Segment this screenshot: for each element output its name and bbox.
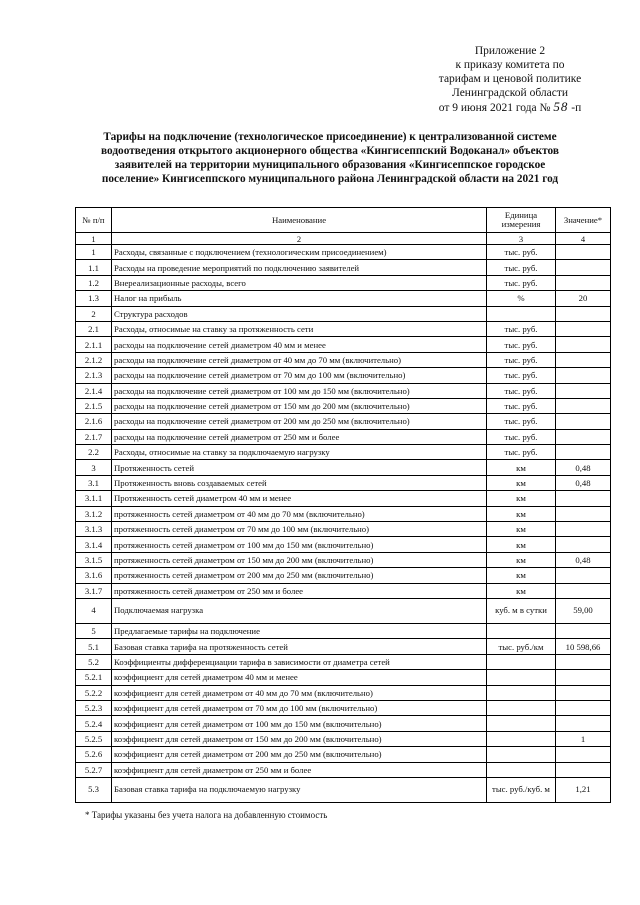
row-name: расходы на подключение сетей диаметром от 200 мм до 250 мм (включительно) bbox=[112, 414, 487, 429]
row-unit bbox=[487, 716, 556, 731]
row-name: коэффициент для сетей диаметром от 70 мм до 100 мм (включительно) bbox=[112, 700, 487, 715]
row-name: Налог на прибыль bbox=[112, 291, 487, 306]
row-unit: км bbox=[487, 460, 556, 475]
table-row bbox=[76, 475, 611, 490]
header-value: Значение* bbox=[556, 208, 611, 233]
row-value bbox=[556, 445, 611, 460]
row-name: протяженность сетей диаметром от 70 мм до 100 мм (включительно) bbox=[112, 522, 487, 537]
table-row bbox=[76, 368, 611, 383]
table-row bbox=[76, 506, 611, 521]
row-value bbox=[556, 337, 611, 352]
row-name: Предлагаемые тарифы на подключение bbox=[112, 623, 487, 638]
header-unit: Единица измерения bbox=[487, 208, 556, 233]
row-value bbox=[556, 537, 611, 552]
row-value bbox=[556, 321, 611, 336]
row-name: коэффициент для сетей диаметром от 100 мм до 150 мм (включительно) bbox=[112, 716, 487, 731]
table-row bbox=[76, 583, 611, 598]
row-unit: % bbox=[487, 291, 556, 306]
row-value bbox=[556, 716, 611, 731]
row-number: 3 bbox=[76, 460, 112, 475]
table-row bbox=[76, 383, 611, 398]
row-number: 2.2 bbox=[76, 445, 112, 460]
order-date-suffix: -п bbox=[571, 102, 582, 114]
row-value bbox=[556, 260, 611, 275]
row-value bbox=[556, 275, 611, 290]
index-cell: 1 bbox=[76, 233, 112, 245]
order-number-handwritten: 58 bbox=[553, 99, 569, 114]
row-number: 4 bbox=[76, 598, 112, 623]
title-line: Тарифы на подключение (технологическое присоединение) к централизованной системе bbox=[103, 131, 557, 143]
row-unit: км bbox=[487, 583, 556, 598]
row-unit: тыс. руб./куб. м bbox=[487, 777, 556, 802]
row-value bbox=[556, 368, 611, 383]
table-row bbox=[76, 700, 611, 715]
row-name: Базовая ставка тарифа на подключаемую нагрузку bbox=[112, 777, 487, 802]
row-number: 2.1.5 bbox=[76, 398, 112, 413]
row-unit: куб. м в сутки bbox=[487, 598, 556, 623]
header-num: № п/п bbox=[76, 208, 112, 233]
table-row bbox=[76, 522, 611, 537]
tariff-table bbox=[75, 207, 611, 803]
row-name: Расходы на проведение мероприятий по подключению заявителей bbox=[112, 260, 487, 275]
row-value bbox=[556, 414, 611, 429]
row-unit bbox=[487, 731, 556, 746]
row-number: 5.1 bbox=[76, 639, 112, 654]
table-row bbox=[76, 337, 611, 352]
row-unit: км bbox=[487, 568, 556, 583]
table-row bbox=[76, 306, 611, 321]
table-row bbox=[76, 670, 611, 685]
row-value: 0,48 bbox=[556, 475, 611, 490]
row-unit: км bbox=[487, 522, 556, 537]
table-body bbox=[76, 245, 611, 803]
row-unit bbox=[487, 685, 556, 700]
row-value: 59,00 bbox=[556, 598, 611, 623]
row-name: Подключаемая нагрузка bbox=[112, 598, 487, 623]
row-value: 1 bbox=[556, 731, 611, 746]
row-unit: км bbox=[487, 537, 556, 552]
table-row bbox=[76, 639, 611, 654]
row-value bbox=[556, 623, 611, 638]
row-number: 1 bbox=[76, 245, 112, 260]
table-row bbox=[76, 598, 611, 623]
table-row bbox=[76, 537, 611, 552]
row-name: Протяженность сетей диаметром 40 мм и менее bbox=[112, 491, 487, 506]
row-number: 2.1.2 bbox=[76, 352, 112, 367]
row-unit bbox=[487, 306, 556, 321]
row-number: 5.2.3 bbox=[76, 700, 112, 715]
row-unit: тыс. руб. bbox=[487, 383, 556, 398]
row-unit: км bbox=[487, 491, 556, 506]
row-unit: км bbox=[487, 475, 556, 490]
table-row bbox=[76, 568, 611, 583]
row-value bbox=[556, 352, 611, 367]
index-cell: 2 bbox=[112, 233, 487, 245]
row-value bbox=[556, 654, 611, 669]
table-row bbox=[76, 491, 611, 506]
row-value bbox=[556, 429, 611, 444]
row-name: Расходы, связанные с подключением (технологическим присоединением) bbox=[112, 245, 487, 260]
table-row bbox=[76, 429, 611, 444]
index-cell: 4 bbox=[556, 233, 611, 245]
row-unit bbox=[487, 654, 556, 669]
row-name: протяженность сетей диаметром от 100 мм до 150 мм (включительно) bbox=[112, 537, 487, 552]
row-number: 5.2.7 bbox=[76, 762, 112, 777]
row-number: 2.1.1 bbox=[76, 337, 112, 352]
table-row bbox=[76, 552, 611, 567]
table-index-row bbox=[76, 233, 611, 245]
row-name: коэффициент для сетей диаметром 40 мм и менее bbox=[112, 670, 487, 685]
row-value: 10 598,66 bbox=[556, 639, 611, 654]
row-unit: тыс. руб./км bbox=[487, 639, 556, 654]
row-number: 1.2 bbox=[76, 275, 112, 290]
appendix-region: Ленинградской области bbox=[451, 87, 569, 99]
appendix-number: Приложение 2 bbox=[474, 45, 546, 57]
row-number: 2.1 bbox=[76, 321, 112, 336]
appendix-committee: тарифам и ценовой политике bbox=[438, 73, 582, 85]
row-unit: тыс. руб. bbox=[487, 445, 556, 460]
row-unit: тыс. руб. bbox=[487, 414, 556, 429]
table-row bbox=[76, 716, 611, 731]
row-number: 5.2.2 bbox=[76, 685, 112, 700]
row-unit bbox=[487, 747, 556, 762]
row-unit: тыс. руб. bbox=[487, 321, 556, 336]
row-number: 1.1 bbox=[76, 260, 112, 275]
row-number: 2.1.4 bbox=[76, 383, 112, 398]
row-number: 3.1.5 bbox=[76, 552, 112, 567]
row-value bbox=[556, 685, 611, 700]
row-unit bbox=[487, 623, 556, 638]
row-name: Структура расходов bbox=[112, 306, 487, 321]
row-value: 20 bbox=[556, 291, 611, 306]
table-row bbox=[76, 291, 611, 306]
title-line: заявителей на территории муниципального образования «Кингисеппское городское bbox=[114, 159, 546, 171]
appendix-order-date bbox=[400, 100, 620, 115]
row-value bbox=[556, 245, 611, 260]
header-name: Наименование bbox=[112, 208, 487, 233]
table-row bbox=[76, 352, 611, 367]
row-name: коэффициент для сетей диаметром от 40 мм до 70 мм (включительно) bbox=[112, 685, 487, 700]
row-number: 3.1.7 bbox=[76, 583, 112, 598]
row-unit: тыс. руб. bbox=[487, 260, 556, 275]
row-number: 5.2.6 bbox=[76, 747, 112, 762]
table-row bbox=[76, 260, 611, 275]
row-name: расходы на подключение сетей диаметром 40 мм и менее bbox=[112, 337, 487, 352]
row-number: 5.2.5 bbox=[76, 731, 112, 746]
row-name: расходы на подключение сетей диаметром от 150 мм до 200 мм (включительно) bbox=[112, 398, 487, 413]
row-value bbox=[556, 522, 611, 537]
row-number: 5.2.1 bbox=[76, 670, 112, 685]
row-value bbox=[556, 568, 611, 583]
table-row bbox=[76, 460, 611, 475]
row-name: расходы на подключение сетей диаметром от 100 мм до 150 мм (включительно) bbox=[112, 383, 487, 398]
row-name: протяженность сетей диаметром от 200 мм до 250 мм (включительно) bbox=[112, 568, 487, 583]
table-row bbox=[76, 398, 611, 413]
row-value bbox=[556, 700, 611, 715]
row-value bbox=[556, 506, 611, 521]
row-number: 3.1.2 bbox=[76, 506, 112, 521]
row-number: 2.1.7 bbox=[76, 429, 112, 444]
row-name: протяженность сетей диаметром от 40 мм до 70 мм (включительно) bbox=[112, 506, 487, 521]
table-row bbox=[76, 623, 611, 638]
row-number: 3.1.1 bbox=[76, 491, 112, 506]
title-line: водоотведения открытого акционерного общества «Кингисеппский Водоканал» объектов bbox=[101, 145, 559, 157]
row-name: Коэффициенты дифференциации тарифа в зависимости от диаметра сетей bbox=[112, 654, 487, 669]
row-number: 3.1.3 bbox=[76, 522, 112, 537]
row-value: 1,21 bbox=[556, 777, 611, 802]
table-row bbox=[76, 685, 611, 700]
row-name: расходы на подключение сетей диаметром от 70 мм до 100 мм (включительно) bbox=[112, 368, 487, 383]
row-number: 1.3 bbox=[76, 291, 112, 306]
appendix-header bbox=[400, 44, 620, 115]
row-value bbox=[556, 670, 611, 685]
row-unit bbox=[487, 762, 556, 777]
row-name: протяженность сетей диаметром от 250 мм и более bbox=[112, 583, 487, 598]
row-value bbox=[556, 306, 611, 321]
row-number: 5.3 bbox=[76, 777, 112, 802]
table-row bbox=[76, 321, 611, 336]
row-name: коэффициент для сетей диаметром от 250 мм и более bbox=[112, 762, 487, 777]
row-name: расходы на подключение сетей диаметром от 40 мм до 70 мм (включительно) bbox=[112, 352, 487, 367]
row-number: 5.2 bbox=[76, 654, 112, 669]
row-name: протяженность сетей диаметром от 150 мм до 200 мм (включительно) bbox=[112, 552, 487, 567]
row-unit: тыс. руб. bbox=[487, 368, 556, 383]
row-unit: тыс. руб. bbox=[487, 398, 556, 413]
row-name: Расходы, относимые на ставку за протяженность сети bbox=[112, 321, 487, 336]
table-row bbox=[76, 445, 611, 460]
row-unit: тыс. руб. bbox=[487, 352, 556, 367]
row-number: 2.1.3 bbox=[76, 368, 112, 383]
table-row bbox=[76, 777, 611, 802]
row-value bbox=[556, 762, 611, 777]
row-unit: тыс. руб. bbox=[487, 429, 556, 444]
row-value bbox=[556, 747, 611, 762]
index-cell: 3 bbox=[487, 233, 556, 245]
row-number: 5 bbox=[76, 623, 112, 638]
row-name: коэффициент для сетей диаметром от 150 мм до 200 мм (включительно) bbox=[112, 731, 487, 746]
row-name: Протяженность сетей bbox=[112, 460, 487, 475]
row-unit: км bbox=[487, 506, 556, 521]
table-row bbox=[76, 275, 611, 290]
appendix-order-ref: к приказу комитета по bbox=[455, 59, 565, 71]
table-row bbox=[76, 762, 611, 777]
document-title bbox=[40, 130, 620, 186]
footnote: * Тарифы указаны без учета налога на добавленную стоимость bbox=[85, 810, 328, 820]
table-row bbox=[76, 731, 611, 746]
row-value bbox=[556, 383, 611, 398]
table-row bbox=[76, 654, 611, 669]
row-unit: тыс. руб. bbox=[487, 275, 556, 290]
row-number: 2.1.6 bbox=[76, 414, 112, 429]
row-unit bbox=[487, 670, 556, 685]
order-date-prefix: от 9 июня 2021 года № bbox=[438, 102, 551, 114]
row-number: 2 bbox=[76, 306, 112, 321]
table-row bbox=[76, 245, 611, 260]
row-number: 3.1.6 bbox=[76, 568, 112, 583]
row-name: Внереализационные расходы, всего bbox=[112, 275, 487, 290]
row-number: 5.2.4 bbox=[76, 716, 112, 731]
row-value bbox=[556, 491, 611, 506]
row-number: 3.1 bbox=[76, 475, 112, 490]
row-unit: км bbox=[487, 552, 556, 567]
row-value bbox=[556, 398, 611, 413]
row-unit bbox=[487, 700, 556, 715]
table-header-row bbox=[76, 208, 611, 233]
table-row bbox=[76, 414, 611, 429]
row-name: расходы на подключение сетей диаметром от 250 мм и более bbox=[112, 429, 487, 444]
row-number: 3.1.4 bbox=[76, 537, 112, 552]
table-row bbox=[76, 747, 611, 762]
row-name: Протяженность вновь создаваемых сетей bbox=[112, 475, 487, 490]
row-value: 0,48 bbox=[556, 460, 611, 475]
row-value bbox=[556, 583, 611, 598]
row-name: Базовая ставка тарифа на протяженность сетей bbox=[112, 639, 487, 654]
row-name: коэффициент для сетей диаметром от 200 мм до 250 мм (включительно) bbox=[112, 747, 487, 762]
row-unit: тыс. руб. bbox=[487, 337, 556, 352]
row-unit: тыс. руб. bbox=[487, 245, 556, 260]
row-value: 0,48 bbox=[556, 552, 611, 567]
title-line: поселение» Кингисеппского муниципального района Ленинградской области на 2021 год bbox=[101, 173, 559, 185]
row-name: Расходы, относимые на ставку за подключаемую нагрузку bbox=[112, 445, 487, 460]
